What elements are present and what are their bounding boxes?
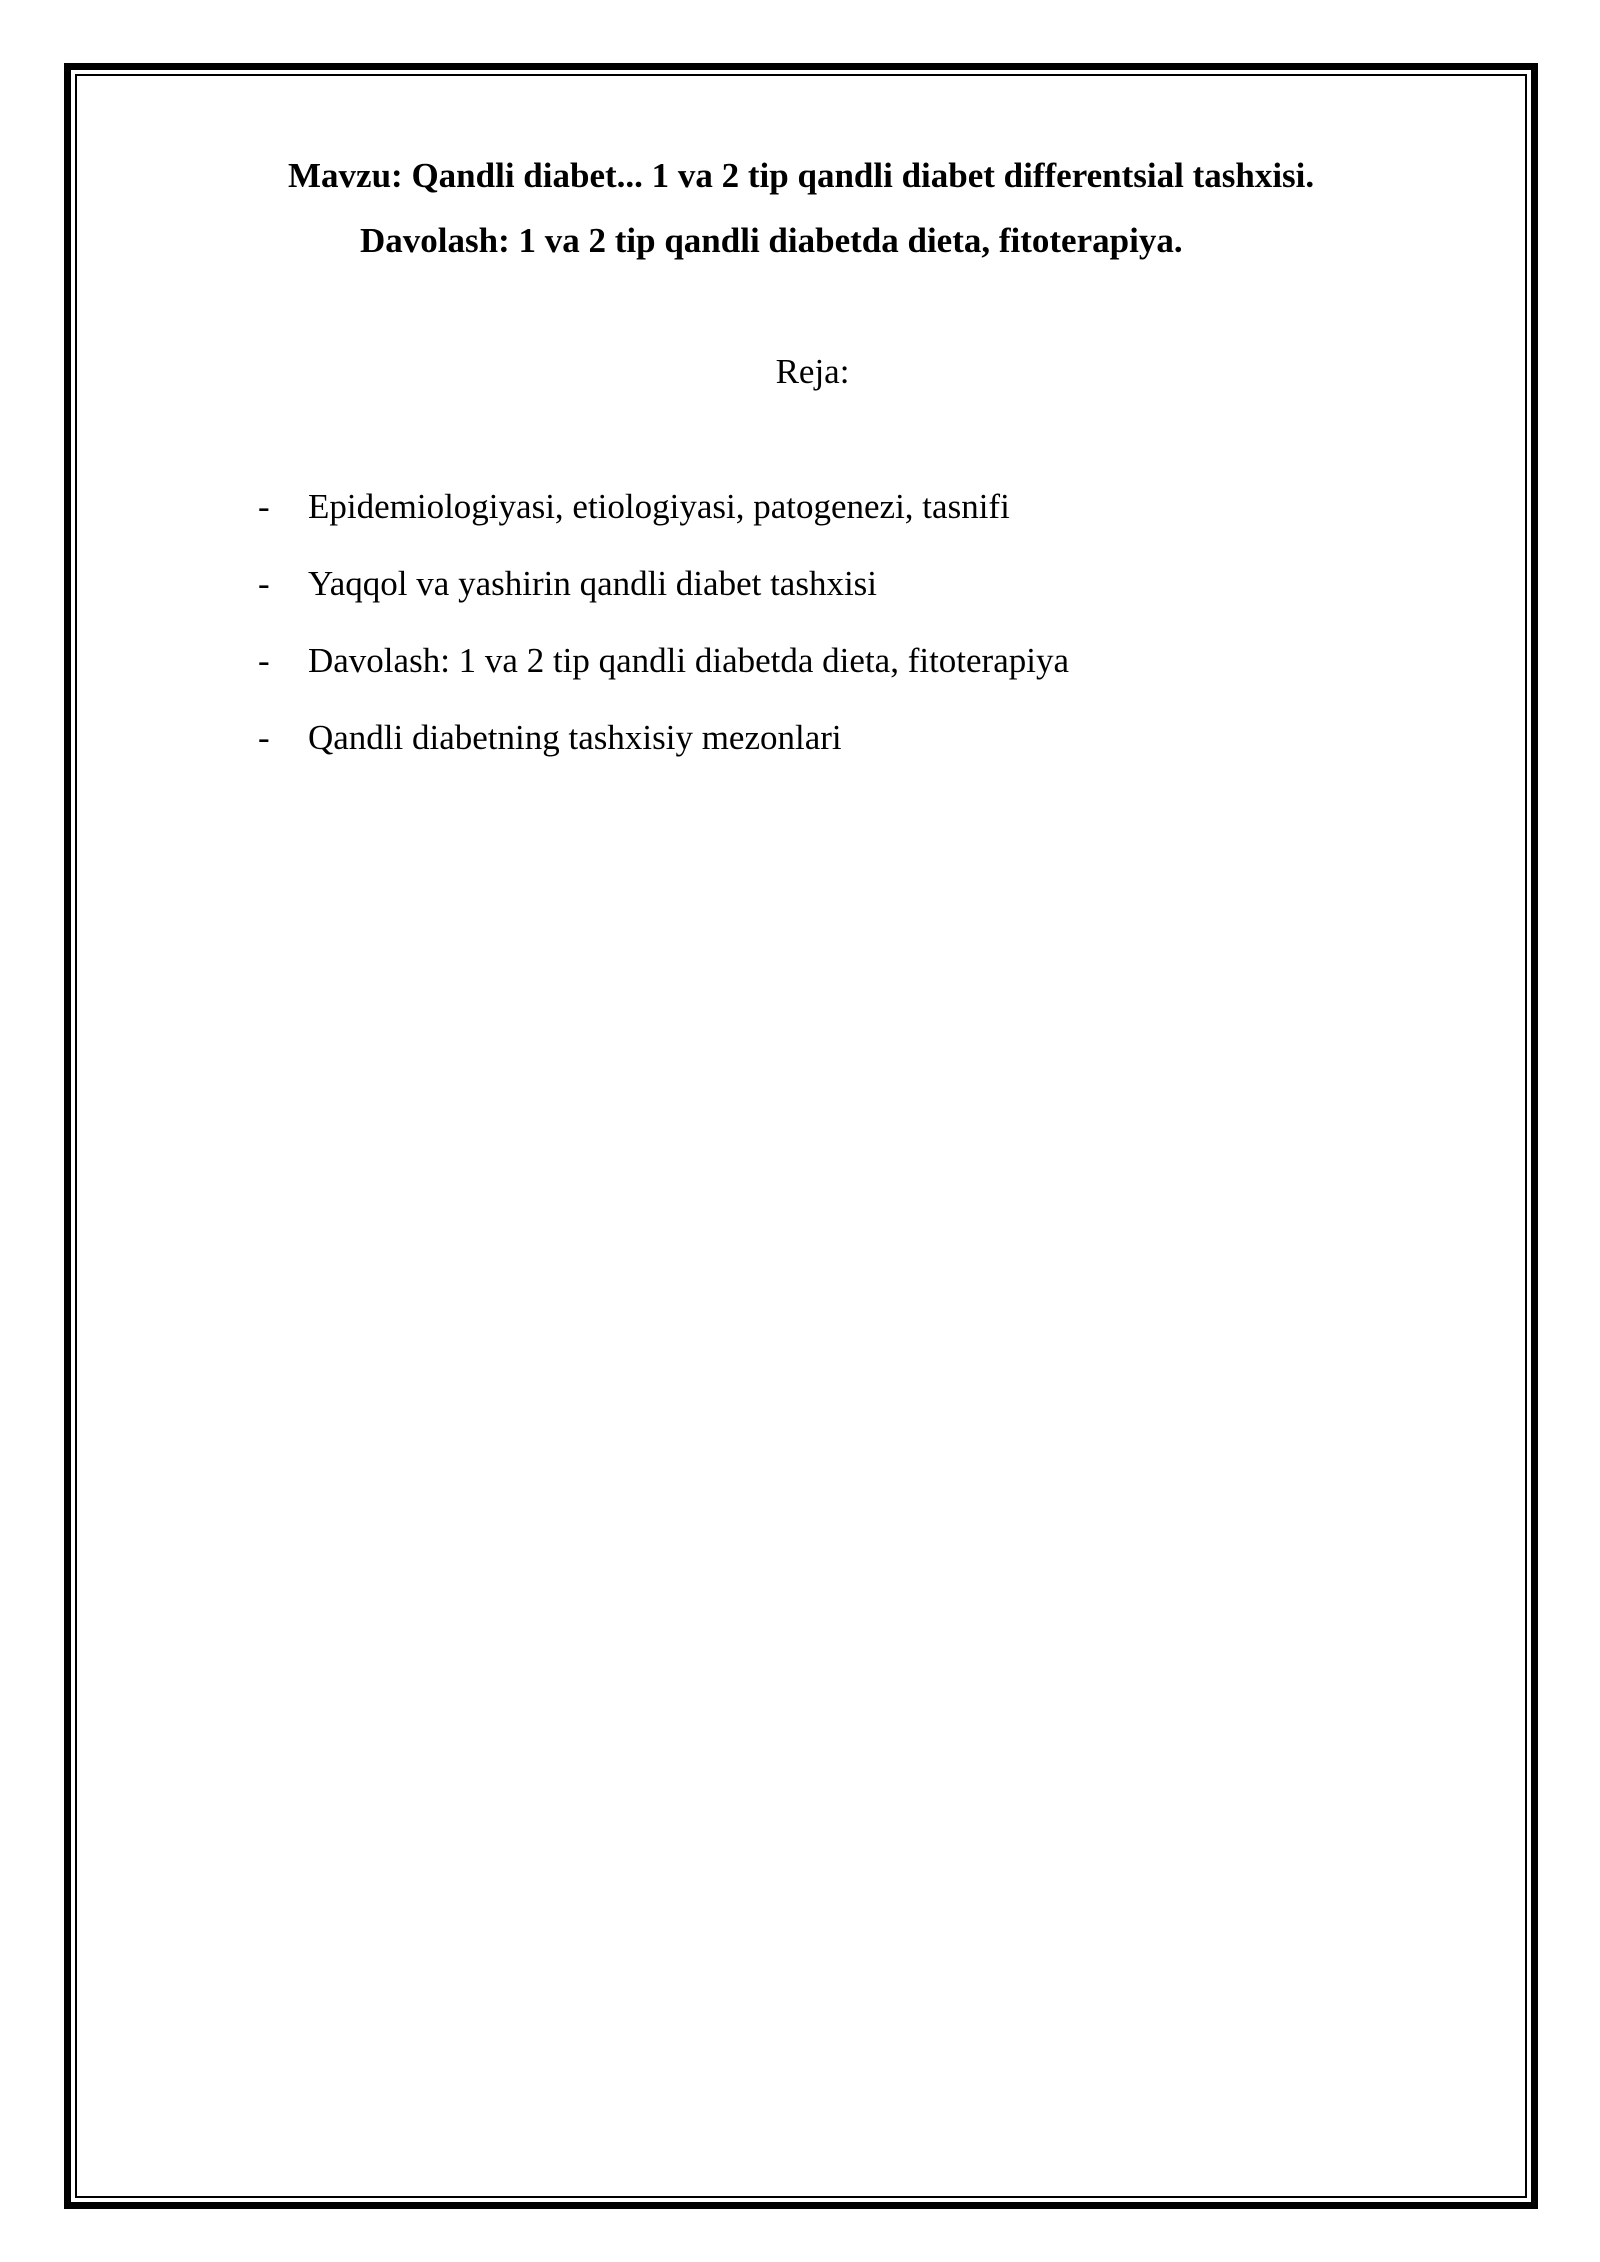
list-bullet-dash: - xyxy=(258,641,270,680)
plan-item-text: Qandli diabetning tashxisiy mezonlari xyxy=(308,718,842,757)
plan-list-item xyxy=(258,486,1069,528)
document-title-line-2: Davolash: 1 va 2 tip qandli diabetda dieta, fitoterapiya. xyxy=(360,221,1183,260)
document-title-line-1: Mavzu: Qandli diabet... 1 va 2 tip qandli diabet differentsial tashxisi. xyxy=(288,156,1315,195)
list-bullet-dash: - xyxy=(258,487,270,526)
plan-item-text: Epidemiologiyasi, etiologiyasi, patogenezi, tasnifi xyxy=(308,487,1010,526)
list-bullet-dash: - xyxy=(258,718,270,757)
plan-list-item xyxy=(258,640,1069,682)
plan-item-text: Yaqqol va yashirin qandli diabet tashxisi xyxy=(308,564,878,603)
plan-list xyxy=(258,486,1069,794)
plan-list-item xyxy=(258,717,1069,759)
plan-heading: Reja: xyxy=(775,352,850,391)
plan-list-item xyxy=(258,563,1069,605)
list-bullet-dash: - xyxy=(258,564,270,603)
plan-item-text: Davolash: 1 va 2 tip qandli diabetda dieta, fitoterapiya xyxy=(308,641,1070,680)
